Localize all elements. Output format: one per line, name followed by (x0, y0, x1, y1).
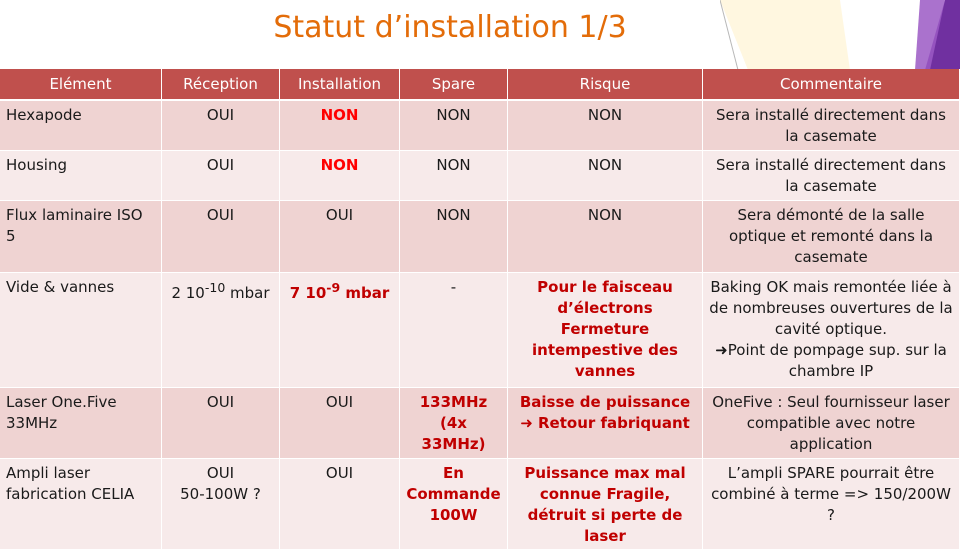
cell-risque: NON (508, 101, 703, 151)
cell-risque: NON (508, 151, 703, 201)
cell-element: Hexapode (0, 101, 162, 151)
cell-installation: NON (280, 151, 400, 201)
table-row (0, 388, 960, 459)
cell-element: Ampli laser fabrication CELIA (0, 459, 162, 550)
comment-text: Point de pompage sup. sur la chambre IP (727, 341, 947, 380)
cell-commentaire: Sera installé directement dans la casemate (703, 151, 960, 201)
page-title: Statut d’installation 1/3 (273, 10, 627, 45)
table-row (0, 273, 960, 388)
comment-text: Baking OK mais remontée liée à de nombreuses ouvertures de la cavité optique. (709, 278, 953, 338)
cell-commentaire: L’ampli SPARE pourrait être combiné à terme => 150/200W ? (703, 459, 960, 550)
table-row (0, 459, 960, 550)
cell-spare: NON (400, 101, 508, 151)
column-header-installation: Installation (280, 69, 400, 101)
column-header-commentaire: Commentaire (703, 69, 960, 101)
installation-status-table (0, 69, 960, 550)
right-arrow-icon: ➜ (520, 414, 533, 432)
cell-commentaire: OneFive : Seul fournisseur laser compatible avec notre application (703, 388, 960, 459)
pressure-exponent: -10 (204, 280, 226, 295)
cell-installation: OUI (280, 388, 400, 459)
pressure-unit: mbar (340, 284, 390, 302)
cell-element: Flux laminaire ISO 5 (0, 201, 162, 273)
cell-reception (162, 459, 280, 550)
table-row (0, 101, 960, 151)
cell-installation: OUI (280, 459, 400, 550)
cell-spare: NON (400, 201, 508, 273)
cell-reception: OUI (162, 151, 280, 201)
cell-spare: NON (400, 151, 508, 201)
cell-installation (280, 273, 400, 388)
table-row (0, 151, 960, 201)
risk-text: Retour fabriquant (538, 414, 690, 432)
column-header-element: Elément (0, 69, 162, 101)
right-arrow-icon: ➜ (715, 341, 728, 359)
cell-element: Vide & vannes (0, 273, 162, 388)
cell-risque: Pour le faisceau d’électrons Fermeture intempestive des vannes (508, 273, 703, 388)
cell-risque: Puissance max mal connue Fragile, détruit si perte de laser (508, 459, 703, 550)
cell-risque (508, 388, 703, 459)
cell-commentaire (703, 273, 960, 388)
reception-status: OUI (206, 464, 235, 482)
pressure-exponent: -9 (326, 280, 341, 295)
cell-commentaire: Sera démonté de la salle optique et remonté dans la casemate (703, 201, 960, 273)
table-row (0, 201, 960, 273)
column-header-spare: Spare (400, 69, 508, 101)
pressure-base: 7 10 (289, 284, 327, 302)
cell-risque: NON (508, 201, 703, 273)
cell-reception: OUI (162, 101, 280, 151)
cell-installation: OUI (280, 201, 400, 273)
risk-text: Baisse de puissance (519, 393, 691, 411)
cell-commentaire: Sera installé directement dans la casemate (703, 101, 960, 151)
cell-element: Housing (0, 151, 162, 201)
cell-installation: NON (280, 101, 400, 151)
cell-spare: En Commande 100W (400, 459, 508, 550)
pressure-base: 2 10 (171, 284, 205, 302)
reception-power: 50-100W ? (180, 485, 261, 503)
table-header-row (0, 69, 960, 101)
cell-reception (162, 273, 280, 388)
cell-reception: OUI (162, 388, 280, 459)
column-header-reception: Réception (162, 69, 280, 101)
cell-spare: 133MHz (4x 33MHz) (400, 388, 508, 459)
cell-spare: - (400, 273, 508, 388)
cell-element: Laser One.Five 33MHz (0, 388, 162, 459)
column-header-risque: Risque (508, 69, 703, 101)
cell-reception: OUI (162, 201, 280, 273)
pressure-unit: mbar (225, 284, 270, 302)
